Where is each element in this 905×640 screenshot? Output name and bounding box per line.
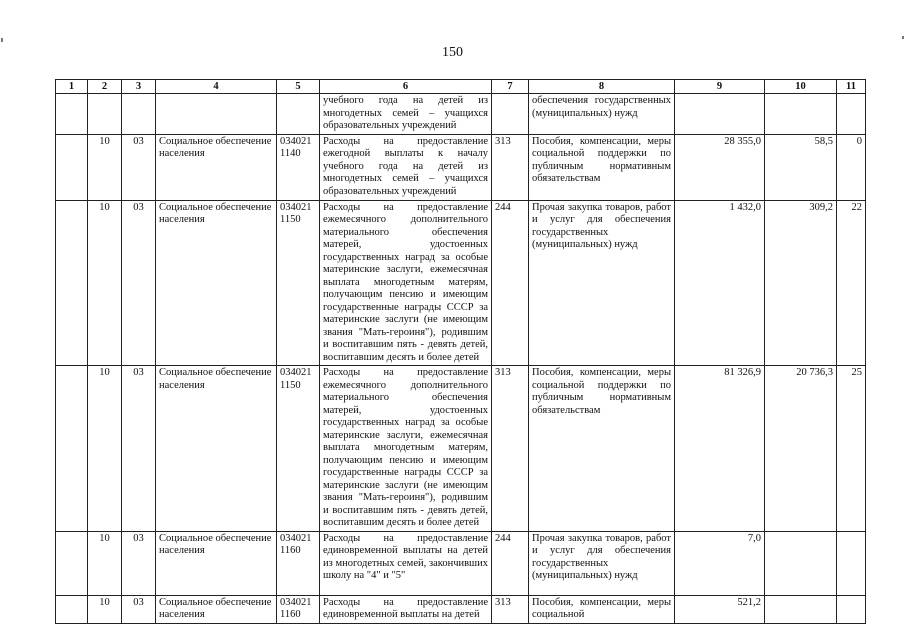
cell-target-code: 0340211150 bbox=[277, 200, 320, 366]
table-row bbox=[56, 595, 866, 623]
scan-edge-mark-right bbox=[902, 36, 904, 39]
cell-percent: 25 bbox=[837, 366, 866, 532]
cell-amount: 81 326,9 bbox=[675, 366, 765, 532]
cell-description: Расходы на предоставление единовременной выплаты на детей bbox=[320, 595, 492, 623]
cell-amount: 7,0 bbox=[675, 531, 765, 595]
cell-name bbox=[156, 94, 277, 135]
cell-amount: 28 355,0 bbox=[675, 134, 765, 200]
column-header: 6 bbox=[320, 80, 492, 94]
cell-expense-type bbox=[492, 94, 529, 135]
cell-col1 bbox=[56, 366, 88, 532]
cell-expense-type: 313 bbox=[492, 366, 529, 532]
column-header: 5 bbox=[277, 80, 320, 94]
cell-col1 bbox=[56, 94, 88, 135]
cell-name: Социальное обеспечение населения bbox=[156, 366, 277, 532]
cell-expense-name: Прочая закупка товаров, работ и услуг для обеспечения государственных (муниципальных) нужд bbox=[529, 531, 675, 595]
cell-description: Расходы на предоставление единовременной выплаты на детей из многодетных семей, закончивших школу на "4" и "5" bbox=[320, 531, 492, 595]
cell-col1 bbox=[56, 200, 88, 366]
scan-edge-mark-left bbox=[1, 38, 3, 42]
cell-percent: 0 bbox=[837, 134, 866, 200]
cell-description: учебного года на детей из многодетных семей – учащихся образовательных учреждений bbox=[320, 94, 492, 135]
table-row bbox=[56, 200, 866, 366]
cell-expense-name: Прочая закупка товаров, работ и услуг для обеспечения государственных (муниципальных) нужд bbox=[529, 200, 675, 366]
cell-subsection: 03 bbox=[122, 200, 156, 366]
cell-target-code bbox=[277, 94, 320, 135]
cell-amount bbox=[675, 94, 765, 135]
cell-expense-type: 244 bbox=[492, 200, 529, 366]
table-header-row bbox=[56, 80, 866, 94]
cell-expense-type: 244 bbox=[492, 531, 529, 595]
cell-percent: 22 bbox=[837, 200, 866, 366]
cell-col1 bbox=[56, 134, 88, 200]
cell-section: 10 bbox=[88, 595, 122, 623]
cell-subsection bbox=[122, 94, 156, 135]
column-header: 2 bbox=[88, 80, 122, 94]
column-header: 3 bbox=[122, 80, 156, 94]
cell-percent bbox=[837, 595, 866, 623]
budget-table bbox=[55, 79, 866, 624]
cell-name: Социальное обеспечение населения bbox=[156, 595, 277, 623]
cell-percent bbox=[837, 531, 866, 595]
cell-executed bbox=[765, 94, 837, 135]
table-row bbox=[56, 94, 866, 135]
cell-col1 bbox=[56, 595, 88, 623]
cell-expense-type: 313 bbox=[492, 134, 529, 200]
cell-executed bbox=[765, 531, 837, 595]
cell-amount: 1 432,0 bbox=[675, 200, 765, 366]
column-header: 11 bbox=[837, 80, 866, 94]
cell-executed: 58,5 bbox=[765, 134, 837, 200]
cell-subsection: 03 bbox=[122, 134, 156, 200]
cell-expense-name: обеспечения государственных (муниципальных) нужд bbox=[529, 94, 675, 135]
cell-amount: 521,2 bbox=[675, 595, 765, 623]
column-header: 1 bbox=[56, 80, 88, 94]
cell-section: 10 bbox=[88, 134, 122, 200]
cell-subsection: 03 bbox=[122, 366, 156, 532]
cell-expense-name: Пособия, компенсации, меры социальной поддержки по публичным нормативным обязательствам bbox=[529, 134, 675, 200]
cell-description: Расходы на предоставление ежемесячного дополнительного материального обеспечения матерей, удостоенных государственных наград за особые материнские заслуги, ежемесячная выплата многодетным матерям, получающим пенсию и имеющим государственные награды СССР за материнские заслуги (не имеющим звания "Мать-героиня"), родившим и воспитавшим пять - девять детей, воспитавшим десять и более детей bbox=[320, 200, 492, 366]
column-header: 7 bbox=[492, 80, 529, 94]
cell-section: 10 bbox=[88, 366, 122, 532]
cell-target-code: 0340211160 bbox=[277, 531, 320, 595]
cell-section: 10 bbox=[88, 200, 122, 366]
table-row bbox=[56, 366, 866, 532]
page-number: 150 bbox=[442, 45, 463, 60]
table-row bbox=[56, 134, 866, 200]
cell-expense-name: Пособия, компенсации, меры социальной поддержки по публичным нормативным обязательствам bbox=[529, 366, 675, 532]
column-header: 10 bbox=[765, 80, 837, 94]
cell-name: Социальное обеспечение населения bbox=[156, 531, 277, 595]
cell-target-code: 0340211160 bbox=[277, 595, 320, 623]
cell-description: Расходы на предоставление ежегодной выплаты к началу учебного года на детей из многодетных семей – учащихся образовательных учреждений bbox=[320, 134, 492, 200]
cell-subsection: 03 bbox=[122, 595, 156, 623]
cell-subsection: 03 bbox=[122, 531, 156, 595]
column-header: 8 bbox=[529, 80, 675, 94]
cell-name: Социальное обеспечение населения bbox=[156, 134, 277, 200]
cell-description: Расходы на предоставление ежемесячного дополнительного материального обеспечения матерей, удостоенных государственных наград за особые материнские заслуги, ежемесячная выплата многодетным матерям, получающим пенсию и имеющим государственные награды СССР за материнские заслуги (не имеющим звания "Мать-героиня"), родившим и воспитавшим пять - девять детей, воспитавшим десять и более детей bbox=[320, 366, 492, 532]
column-header: 4 bbox=[156, 80, 277, 94]
cell-executed: 309,2 bbox=[765, 200, 837, 366]
cell-expense-name: Пособия, компенсации, меры социальной bbox=[529, 595, 675, 623]
cell-section bbox=[88, 94, 122, 135]
cell-name: Социальное обеспечение населения bbox=[156, 200, 277, 366]
cell-section: 10 bbox=[88, 531, 122, 595]
cell-executed: 20 736,3 bbox=[765, 366, 837, 532]
table-row bbox=[56, 531, 866, 595]
column-header: 9 bbox=[675, 80, 765, 94]
cell-percent bbox=[837, 94, 866, 135]
cell-expense-type: 313 bbox=[492, 595, 529, 623]
cell-target-code: 0340211150 bbox=[277, 366, 320, 532]
cell-executed bbox=[765, 595, 837, 623]
cell-col1 bbox=[56, 531, 88, 595]
cell-target-code: 0340211140 bbox=[277, 134, 320, 200]
